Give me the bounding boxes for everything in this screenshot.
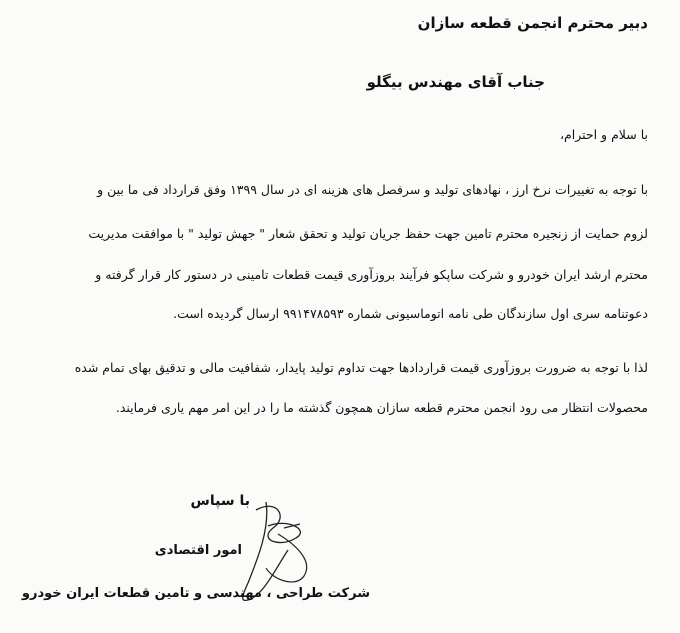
body-line: با توجه به تغییرات نرخ ارز ، نهادهای تولید و سرفصل های هزینه ای در سال ۱۳۹۹ وفق قرارداد فی ما بین و <box>97 182 648 197</box>
recipient-name: جناب آقای مهندس بیگلو <box>366 73 545 91</box>
sender-department: امور اقتصادی <box>154 543 242 558</box>
greeting-line: با سلام و احترام، <box>559 127 648 142</box>
body-line: لذا با توجه به ضرورت بروزآوری قیمت قراردادها جهت تداوم تولید پایدار، شفافیت مالی و تدقیق بهای تمام شده <box>74 360 648 375</box>
letter-addressee: دبیر محترم انجمن قطعه سازان <box>417 14 648 32</box>
sender-company: شرکت طراحی ، مهندسی و تامین قطعات ایران خودرو <box>21 586 370 601</box>
closing-line: با سپاس <box>190 493 250 509</box>
body-line: محصولات انتظار می رود انجمن محترم قطعه سازان همچون گذشته ما را در این امر مهم یاری فرمایند. <box>115 400 648 415</box>
body-line: محترم ارشد ایران خودرو و شرکت ساپکو فرآیند بروزآوری قیمت قطعات تامینی در دستور کار قرار گرفته و <box>95 267 648 282</box>
body-line: لزوم حمایت از زنجیره محترم تامین جهت حفظ جریان تولید و تحقق شعار " جهش تولید " با موافقت مدیریت <box>88 226 648 241</box>
body-line: دعوتنامه سری اول سازندگان طی نامه اتوماسیونی شماره ۹۹۱۴۷۸۵۹۳ ارسال گردیده است. <box>173 306 648 321</box>
